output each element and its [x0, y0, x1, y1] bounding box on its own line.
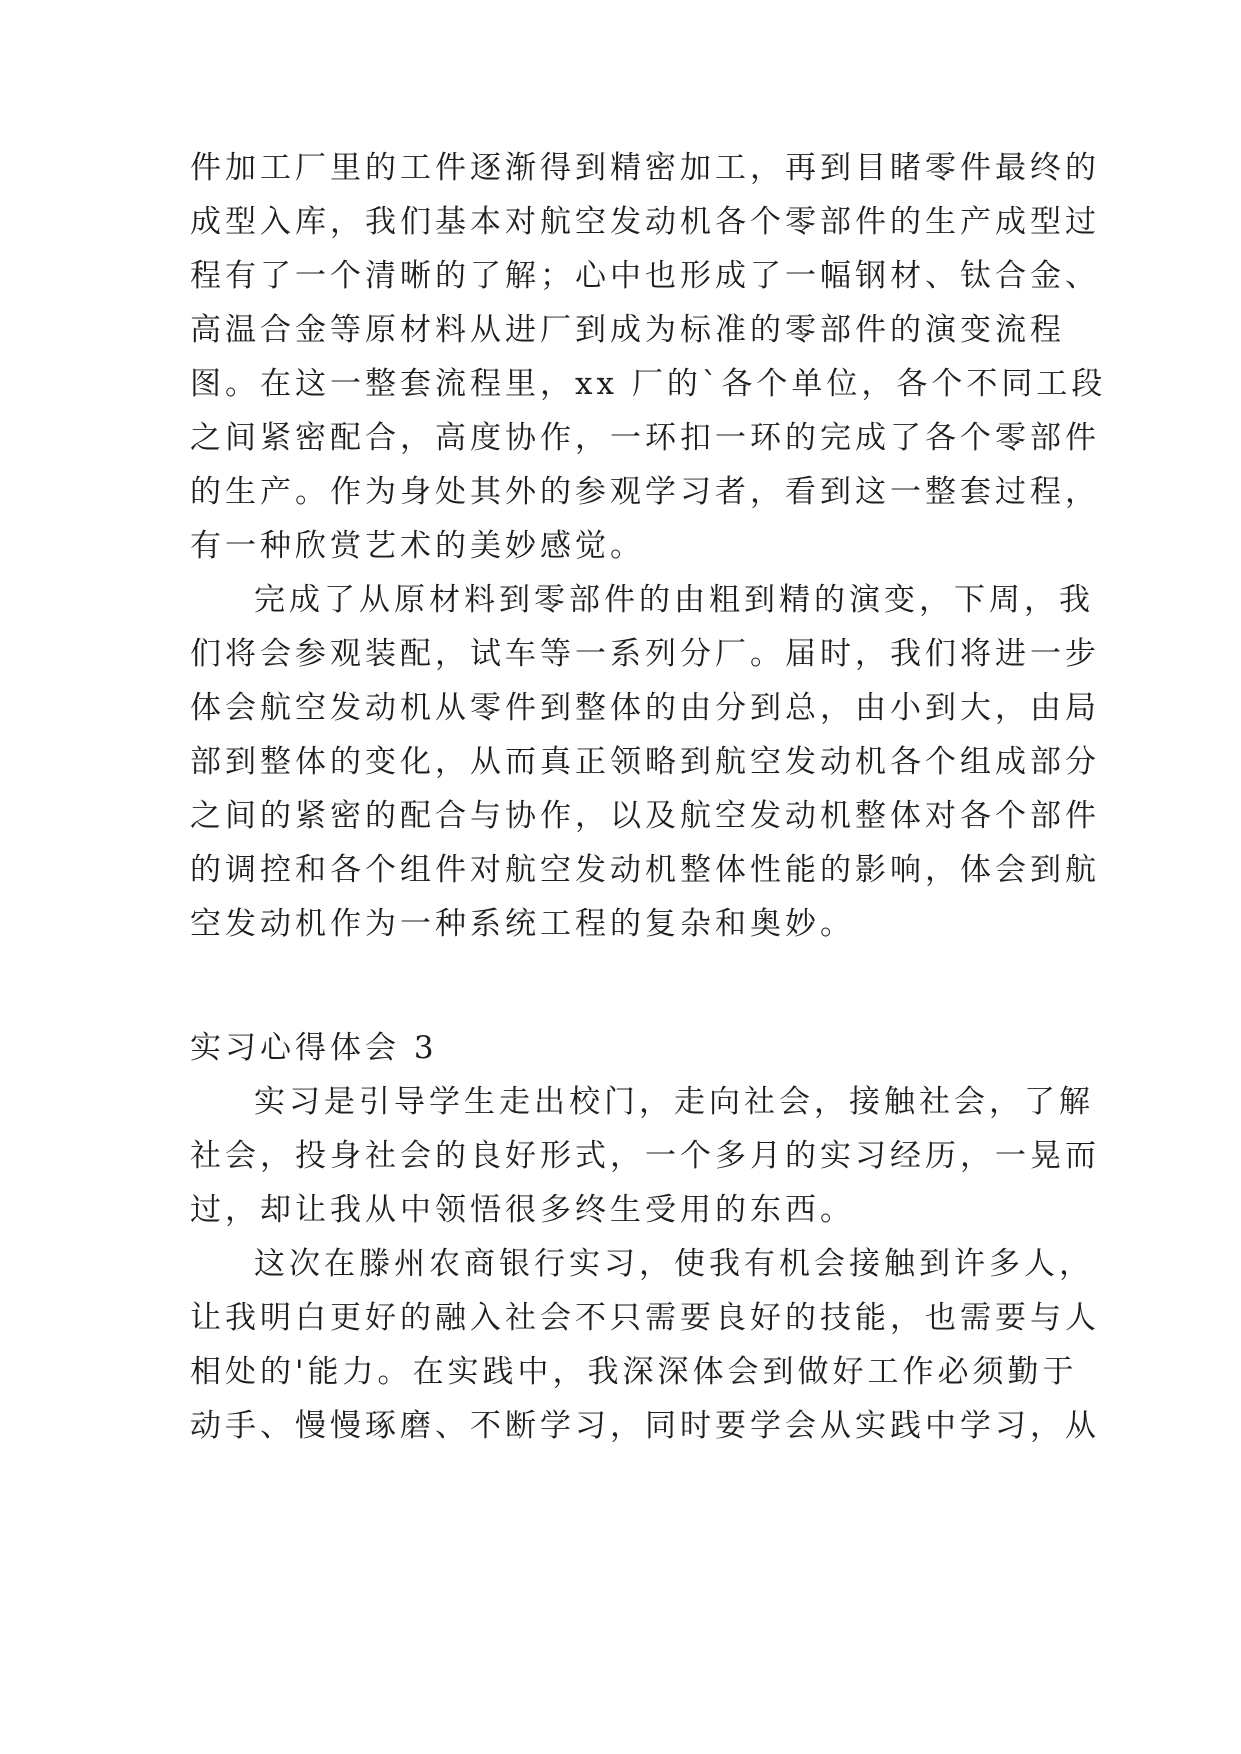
paragraph-4-line-1: 这次在滕州农商银行实习，使我有机会接触到许多人， [254, 1246, 1094, 1282]
paragraph-2-line-3: 体会航空发动机从零件到整体的由分到总，由小到大，由局 [190, 690, 1100, 726]
paragraph-3-line-3: 过，却让我从中领悟很多终生受用的东西。 [190, 1192, 855, 1228]
paragraph-2-line-5: 之间的紧密的配合与协作，以及航空发动机整体对各个部件 [190, 798, 1100, 834]
paragraph-1-line-7: 的生产。作为身处其外的参观学习者，看到这一整套过程， [190, 474, 1100, 510]
paragraph-1-line-3: 程有了一个清晰的了解；心中也形成了一幅钢材、钛合金、 [190, 258, 1100, 294]
section-heading: 实习心得体会 3 [190, 1030, 438, 1066]
paragraph-4-line-3: 相处的'能力。在实践中，我深深体会到做好工作必须勤于 [190, 1354, 1078, 1390]
paragraph-1-line-2: 成型入库，我们基本对航空发动机各个零部件的生产成型过 [190, 204, 1100, 240]
paragraph-1-line-8: 有一种欣赏艺术的美妙感觉。 [190, 528, 645, 564]
paragraph-2-line-7: 空发动机作为一种系统工程的复杂和奥妙。 [190, 906, 855, 942]
paragraph-2-line-1: 完成了从原材料到零部件的由粗到精的演变，下周，我 [254, 582, 1094, 618]
paragraph-1-line-4: 高温合金等原材料从进厂到成为标准的零部件的演变流程 [190, 312, 1065, 348]
paragraph-1-line-6: 之间紧密配合，高度协作，一环扣一环的完成了各个零部件 [190, 420, 1100, 456]
paragraph-1-line-5: 图。在这一整套流程里，xx 厂的`各个单位，各个不同工段 [190, 366, 1107, 402]
paragraph-4-line-2: 让我明白更好的融入社会不只需要良好的技能，也需要与人 [190, 1300, 1100, 1336]
paragraph-1-line-1: 件加工厂里的工件逐渐得到精密加工，再到目睹零件最终的 [190, 150, 1100, 186]
paragraph-3-line-2: 社会，投身社会的良好形式，一个多月的实习经历，一晃而 [190, 1138, 1100, 1174]
paragraph-2-line-2: 们将会参观装配，试车等一系列分厂。届时，我们将进一步 [190, 636, 1100, 672]
paragraph-2-line-6: 的调控和各个组件对航空发动机整体性能的影响，体会到航 [190, 852, 1100, 888]
paragraph-3-line-1: 实习是引导学生走出校门，走向社会，接触社会，了解 [254, 1084, 1094, 1120]
paragraph-2-line-4: 部到整体的变化，从而真正领略到航空发动机各个组成部分 [190, 744, 1100, 780]
paragraph-4-line-4: 动手、慢慢琢磨、不断学习，同时要学会从实践中学习，从 [190, 1408, 1100, 1444]
